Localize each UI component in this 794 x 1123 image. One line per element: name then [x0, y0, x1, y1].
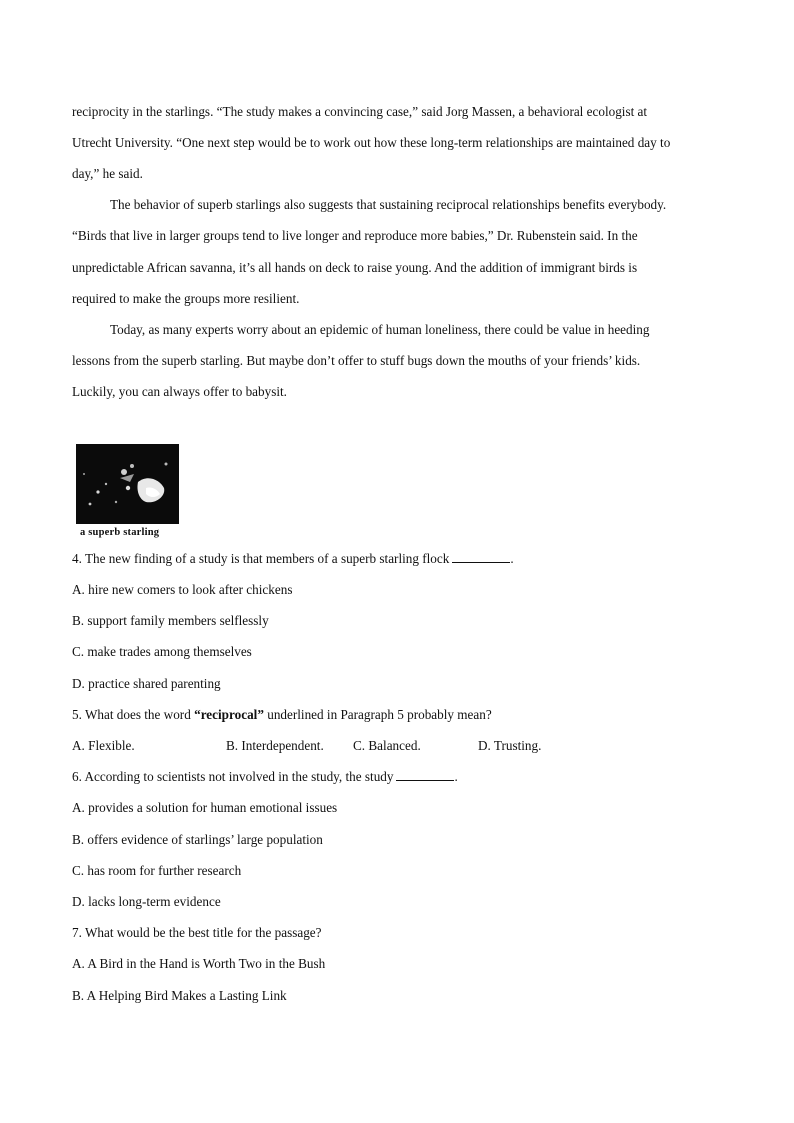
question-5-option-d: D. Trusting.	[478, 738, 542, 753]
question-stem-text: 6. According to scientists not involved in the study, the study	[72, 769, 394, 784]
figure-caption: a superb starling	[80, 527, 160, 538]
question-5-stem	[72, 707, 492, 723]
question-stem-text: 4. The new finding of a study is that members of a superb starling flock	[72, 551, 450, 566]
question-6-stem	[72, 769, 458, 785]
question-6-option-c: C. has room for further research	[72, 863, 242, 878]
question-5-option-c: C. Balanced.	[353, 738, 421, 753]
starling-photo-image	[76, 444, 179, 524]
passage-line: Today, as many experts worry about an epidemic of human loneliness, there could be value in heeding	[110, 322, 650, 337]
question-6-option-b: B. offers evidence of starlings’ large population	[72, 832, 323, 847]
passage-line: lessons from the superb starling. But maybe don’t offer to stuff bugs down the mouths of your friends’ kids.	[72, 353, 641, 368]
answer-blank	[396, 770, 454, 781]
question-5-option-a: A. Flexible.	[72, 738, 135, 753]
stem-end: .	[454, 769, 458, 784]
question-4-option-d: D. practice shared parenting	[72, 676, 221, 691]
passage-line: day,” he said.	[72, 166, 143, 181]
stem-end: .	[510, 551, 514, 566]
passage-line: unpredictable African savanna, it’s all hands on deck to raise young. And the addition of immigrant birds is	[72, 260, 638, 275]
question-4-option-a: A. hire new comers to look after chickens	[72, 582, 293, 597]
question-stem-text: 5. What does the word	[72, 707, 195, 722]
question-4-option-c: C. make trades among themselves	[72, 644, 252, 659]
question-7-option-a: A. A Bird in the Hand is Worth Two in the Bush	[72, 956, 326, 971]
question-6-option-a: A. provides a solution for human emotional issues	[72, 800, 338, 815]
question-stem-text: underlined in Paragraph 5 probably mean?	[263, 707, 492, 722]
question-7-option-b: B. A Helping Bird Makes a Lasting Link	[72, 988, 287, 1003]
passage-line: reciprocity in the starlings. “The study makes a convincing case,” said Jorg Massen, a behavioral ecologist at	[72, 104, 648, 119]
passage-line: The behavior of superb starlings also suggests that sustaining reciprocal relationships benefits everybody.	[110, 197, 667, 212]
question-7-stem: 7. What would be the best title for the passage?	[72, 925, 322, 940]
question-4-option-b: B. support family members selflessly	[72, 613, 269, 628]
question-5-option-b: B. Interdependent.	[226, 738, 324, 753]
starling-photo	[76, 444, 179, 524]
passage-line: “Birds that live in larger groups tend to live longer and reproduce more babies,” Dr. Rubenstein said. In the	[72, 228, 638, 243]
passage-line: Utrecht University. “One next step would be to work out how these long-term relationships are maintained day to	[72, 135, 671, 150]
question-6-option-d: D. lacks long-term evidence	[72, 894, 221, 909]
answer-blank	[452, 552, 510, 563]
question-keyword: “reciprocal”	[194, 707, 264, 722]
question-4-stem	[72, 551, 514, 567]
passage-line: required to make the groups more resilient.	[72, 291, 300, 306]
passage-line: Luckily, you can always offer to babysit.	[72, 384, 287, 399]
